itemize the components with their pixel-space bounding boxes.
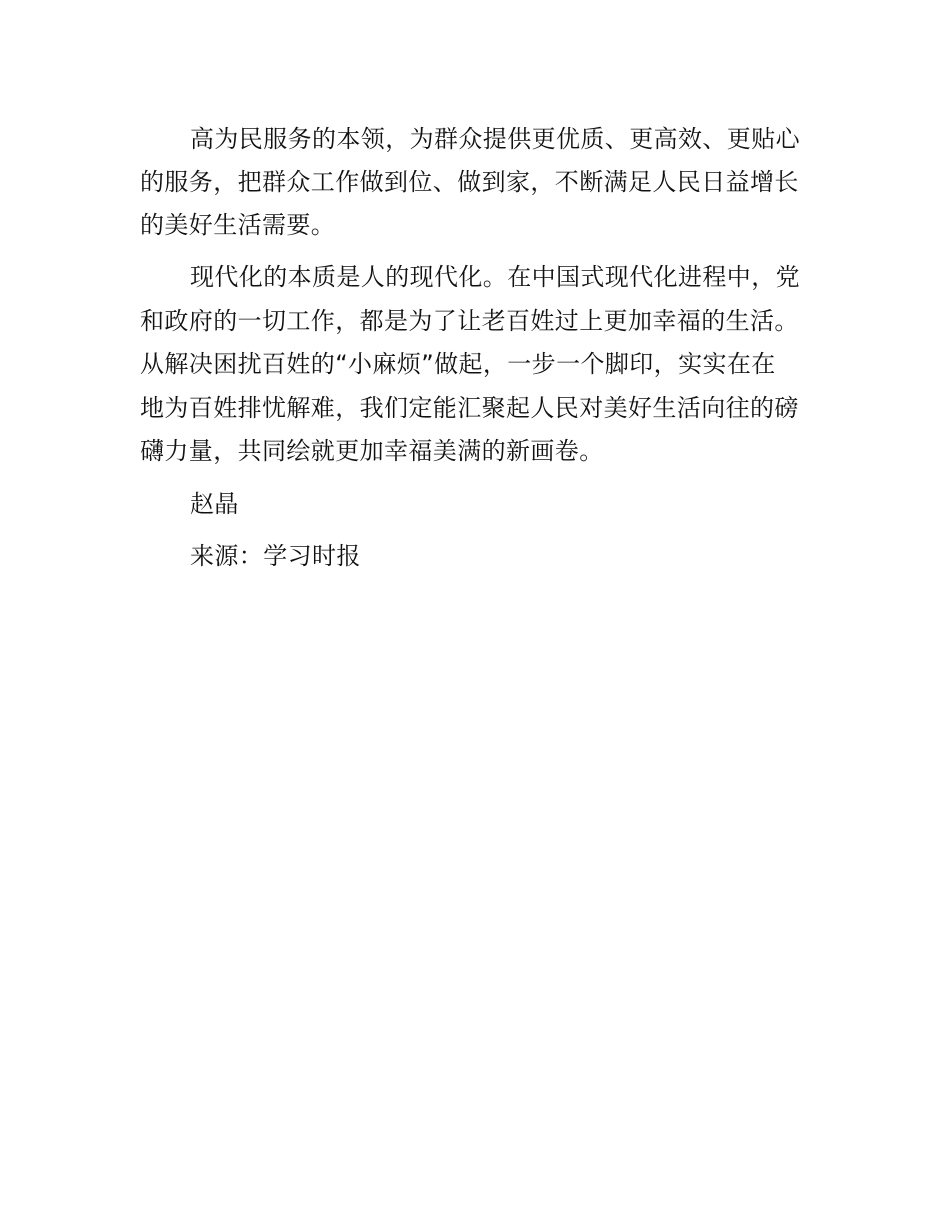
author-name: 赵晶 <box>190 490 239 518</box>
text-line: 从解决困扰百姓的“小麻烦”做起，一步一个脚印，实实在在 <box>140 350 776 378</box>
text-line: 地为百姓排忧解难，我们定能汇聚起人民对美好生活向往的磅 <box>140 394 799 422</box>
text-line: 高为民服务的本领，为群众提供更优质、更高效、更贴心 <box>190 125 800 153</box>
text-line: 的美好生活需要。 <box>140 211 336 239</box>
text-line: 的服务，把群众工作做到位、做到家，不断满足人民日益增长 <box>140 168 799 196</box>
text-line: 现代化的本质是人的现代化。在中国式现代化进程中，党 <box>190 263 800 291</box>
text-line: 和政府的一切工作，都是为了让老百姓过上更加幸福的生活。 <box>140 307 799 335</box>
source-line: 来源：学习时报 <box>190 542 361 570</box>
text-line: 礴力量，共同绘就更加幸福美满的新画卷。 <box>140 437 604 465</box>
